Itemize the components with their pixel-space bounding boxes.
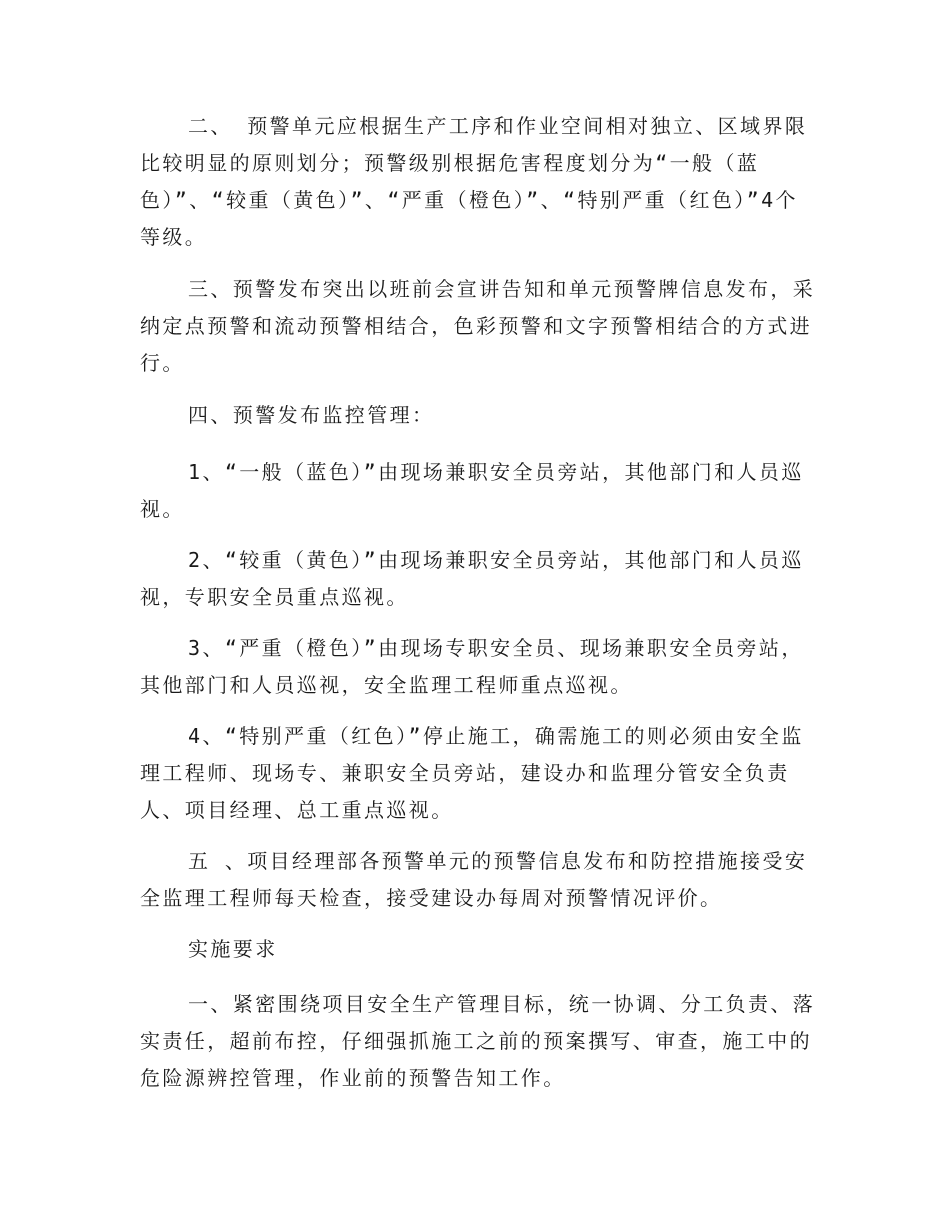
paragraph-item-2: 2、“较重（黄色）”由现场兼职安全员旁站，其他部门和人员巡视，专职安全员重点巡视。	[140, 548, 804, 609]
section-heading-requirements: 实施要求	[188, 937, 278, 961]
paragraph-section-3: 三、预警发布突出以班前会宣讲告知和单元预警牌信息发布，采纳定点预警和流动预警相结合，色彩预警和文字预警相结合的方式进行。	[140, 277, 816, 375]
paragraph-section-5: 五 、项目经理部各预警单元的预警信息发布和防控措施接受安全监理工程师每天检查，接受建设办每周对预警情况评价。	[140, 849, 808, 910]
paragraph-item-1: 1、“一般（蓝色）”由现场兼职安全员旁站，其他部门和人员巡视。	[140, 460, 804, 521]
paragraph-requirement-1: 一、紧密围绕项目安全生产管理目标，统一协调、分工负责、落实责任，超前布控，仔细强抓施工之前的预案撰写、审查，施工中的危险源辨控管理，作业前的预警告知工作。	[140, 992, 816, 1090]
paragraph-section-4-heading: 四、预警发布监控管理：	[188, 403, 435, 427]
paragraph-item-3: 3、“严重（橙色）”由现场专职安全员、现场兼职安全员旁站，其他部门和人员巡视，安全监理工程师重点巡视。	[140, 636, 804, 697]
paragraph-item-4: 4、“特别严重（红色）”停止施工，确需施工的则必须由安全监理工程师、现场专、兼职安全员旁站，建设办和监理分管安全负责人、项目经理、总工重点巡视。	[140, 724, 804, 822]
paragraph-section-2: 二、 预警单元应根据生产工序和作业空间相对独立、区域界限比较明显的原则划分；预警级别根据危害程度划分为“一般（蓝色）”、“较重（黄色）”、“严重（橙色）”、“特别严重（红色）”4个等级。	[140, 114, 808, 249]
